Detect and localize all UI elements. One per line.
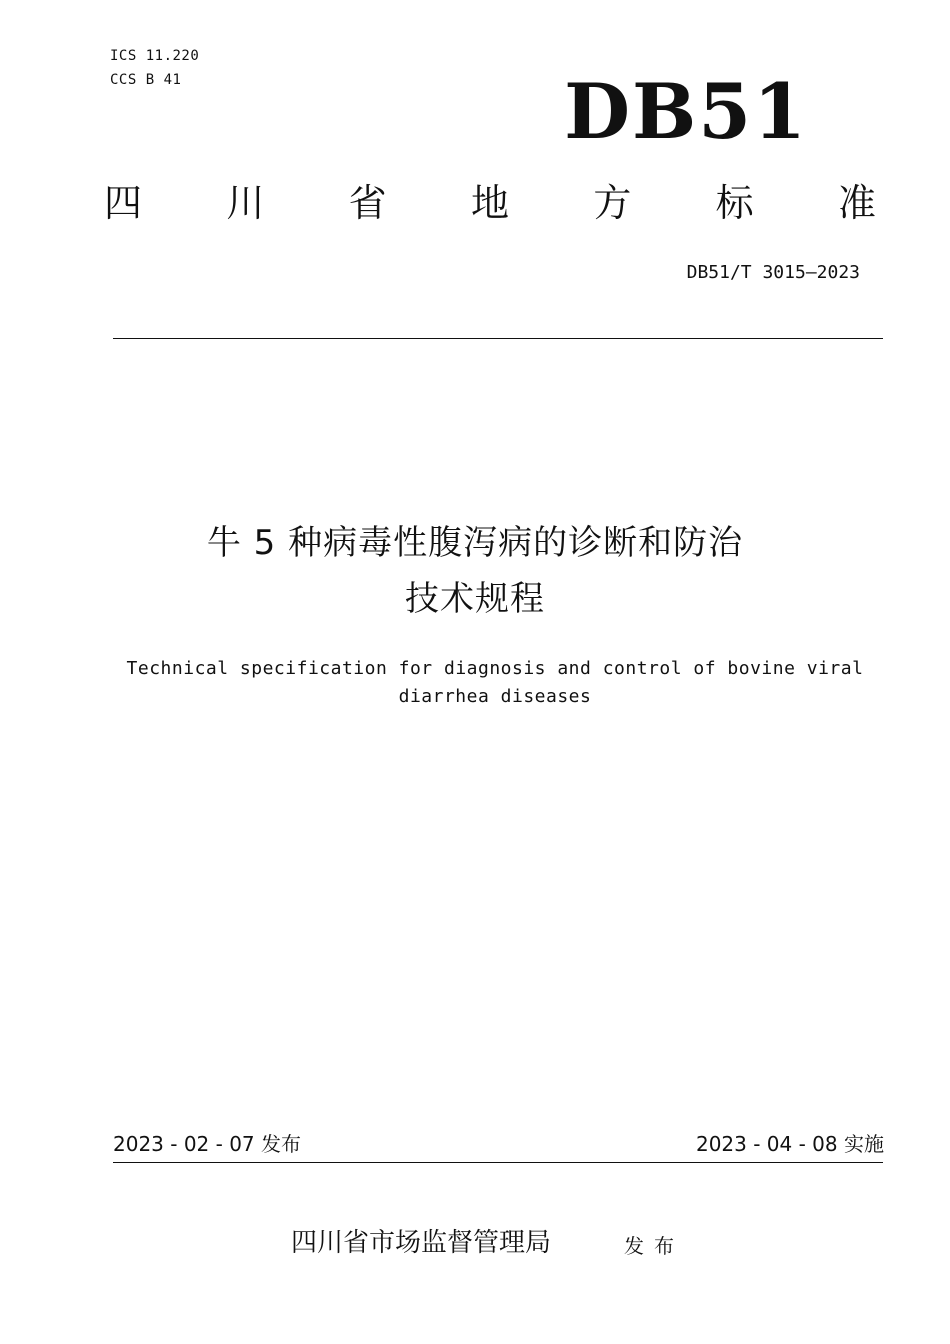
issue-date: 2023 - 02 - 07 发布 (113, 1132, 302, 1156)
standard-type-char: 省 (348, 181, 387, 225)
standard-type-heading (104, 181, 876, 225)
standard-type-char: 四 (104, 181, 143, 225)
bottom-divider (113, 1162, 883, 1163)
implementation-date: 2023 - 04 - 08 实施 (695, 1132, 884, 1156)
title-english-line-1: Technical specification for diagnosis and control of bovine viral (126, 658, 864, 679)
standard-type-char: 标 (715, 181, 754, 225)
standard-type-char: 川 (226, 181, 265, 225)
title-chinese-line-1: 牛 5 种病毒性腹泻病的诊断和防治 (206, 523, 744, 563)
standard-type-char: 方 (593, 181, 632, 225)
publisher-name: 四川省市场监督管理局 (291, 1228, 552, 1258)
standard-type-char: 地 (470, 181, 509, 225)
publish-label: 发布 (624, 1234, 684, 1258)
ccs-code: CCS B 41 (110, 72, 182, 88)
standard-type-char: 准 (837, 181, 876, 225)
title-english-line-2: diarrhea diseases (398, 686, 592, 707)
ics-code: ICS 11.220 (110, 48, 200, 64)
top-divider (113, 338, 883, 339)
title-chinese-line-2: 技术规程 (405, 579, 545, 619)
standard-code-logo: DB51 (564, 67, 808, 156)
standard-number: DB51/T 3015—2023 (686, 262, 860, 283)
